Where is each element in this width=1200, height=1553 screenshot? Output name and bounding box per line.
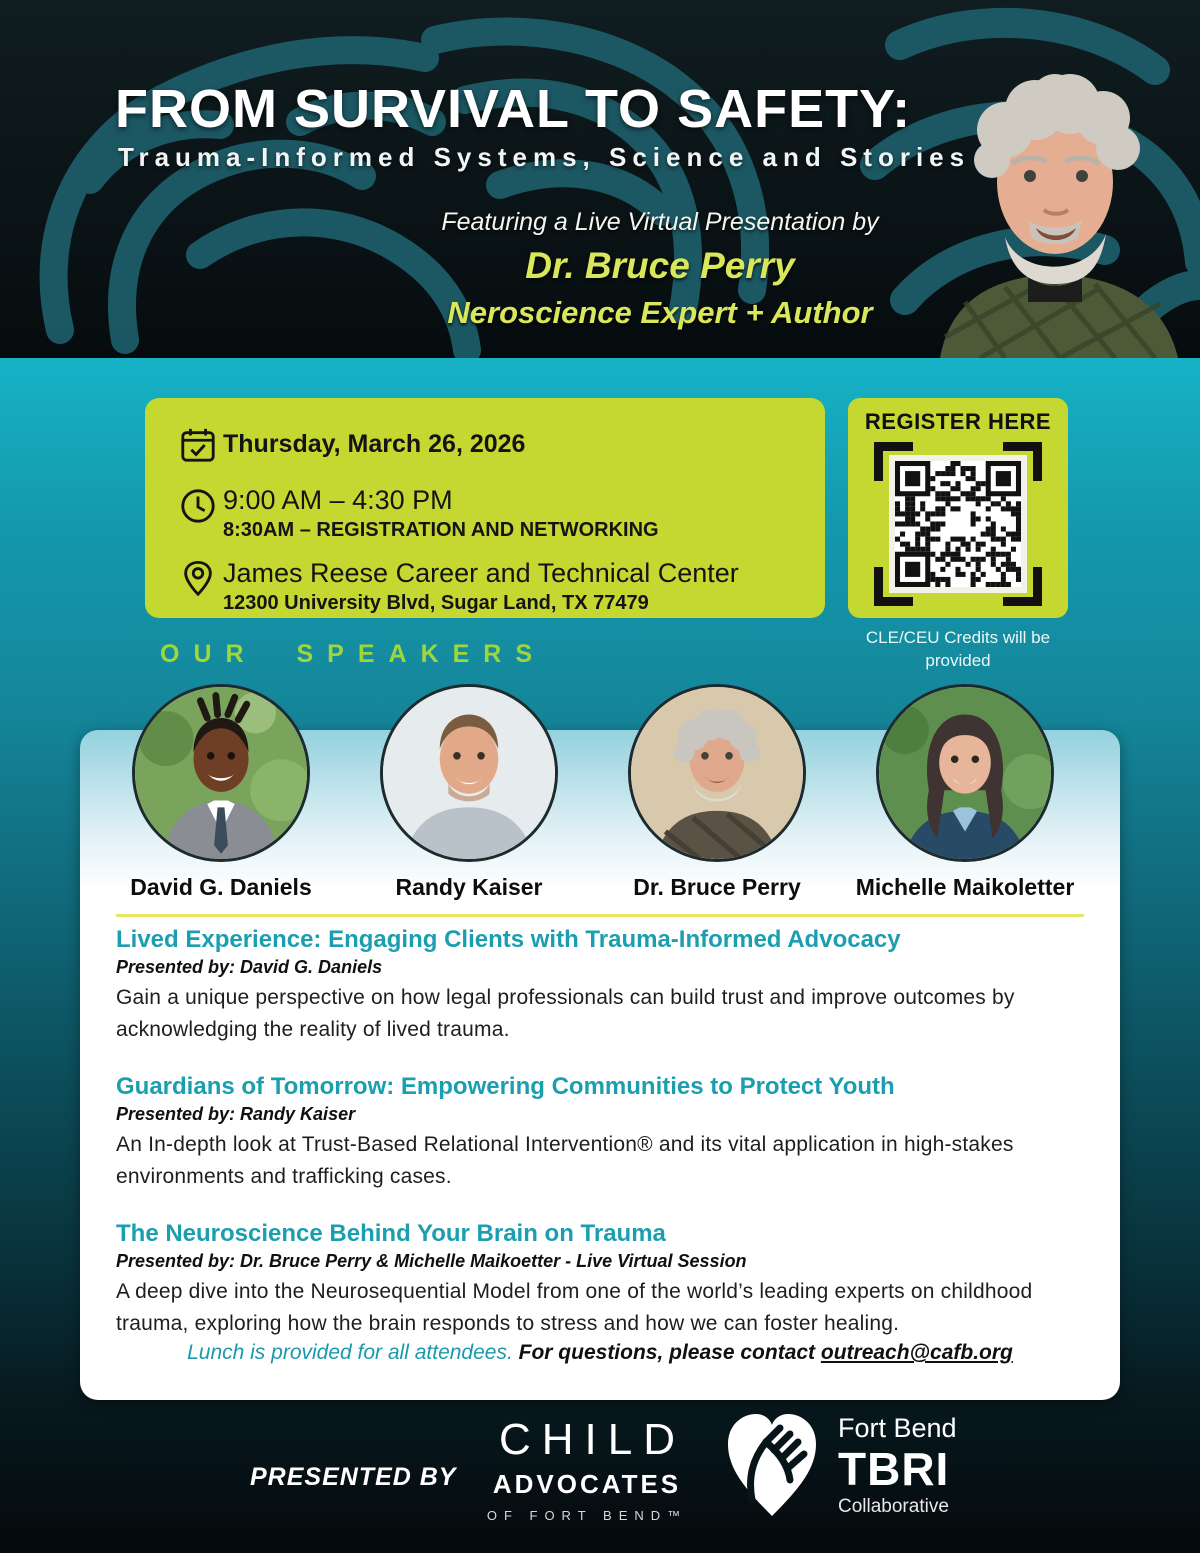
logo-text-fort-bend: Fort Bend [838, 1413, 957, 1443]
featuring-block [390, 208, 930, 331]
event-time: 9:00 AM – 4:30 PM [223, 485, 453, 515]
register-here-label: REGISTER HERE [864, 409, 1052, 434]
event-details-card [145, 398, 825, 618]
questions-note: For questions, please contact [518, 1341, 821, 1364]
registration-time-note: 8:30AM – REGISTRATION AND NETWORKING [223, 519, 659, 541]
tbri-logo-text [838, 1413, 957, 1518]
lunch-and-contact-note [80, 1341, 1120, 1365]
map-pin-icon [179, 560, 223, 603]
heart-hand-icon [722, 1408, 822, 1528]
session-title: Guardians of Tomorrow: Empowering Communities to Protect Youth [116, 1072, 895, 1100]
speaker-photo-randy-kaiser [380, 684, 558, 862]
session-item [116, 1220, 1086, 1340]
lunch-note: Lunch is provided for all attendees. [187, 1341, 519, 1364]
session-presenter: Presented by: Dr. Bruce Perry & Michelle Maikoetter - Live Virtual Session [116, 1250, 747, 1271]
contact-email-link[interactable]: outreach@cafb.org [820, 1341, 1013, 1364]
speaker-name: David G. Daniels [130, 874, 312, 900]
logo-text-advocates: ADVOCATES [492, 1469, 682, 1499]
speaker-name: Randy Kaiser [395, 874, 543, 900]
featuring-label: Featuring a Live Virtual Presentation by [441, 208, 879, 236]
speaker-photo-bruce-perry [628, 684, 806, 862]
date-row [179, 424, 795, 469]
featured-speaker-name: Dr. Bruce Perry [525, 245, 795, 286]
session-title: The Neuroscience Behind Your Brain on Trauma [116, 1219, 666, 1247]
credits-note: CLE/CEU Credits will be provided [865, 628, 1051, 670]
logo-text-child: CHILD [498, 1415, 687, 1464]
session-description: A deep dive into the Neurosequential Model from one of the world’s leading experts on childhood trauma, exploring how the brain responds to stress and how we can foster healing. [116, 1279, 1033, 1335]
speakers-section-heading: OUR SPEAKERS [160, 640, 547, 668]
presented-by-label: PRESENTED BY [250, 1463, 457, 1491]
page-subtitle: Trauma-Informed Systems, Science and Stories [118, 142, 971, 172]
location-row [179, 558, 795, 615]
speaker-photo-michelle-maikoletter [876, 684, 1054, 862]
session-presenter: Presented by: David G. Daniels [116, 957, 383, 977]
sessions-list [116, 926, 1086, 1339]
logo-text-collaborative: Collaborative [838, 1496, 949, 1517]
page-title: FROM SURVIVAL TO SAFETY: [115, 79, 912, 139]
event-venue: James Reese Career and Technical Center [223, 558, 739, 588]
section-divider [116, 914, 1084, 917]
calendar-icon [179, 426, 223, 469]
event-address: 12300 University Blvd, Sugar Land, TX 77479 [223, 592, 649, 614]
session-title: Lived Experience: Engaging Clients with Trauma-Informed Advocacy [116, 926, 901, 953]
qr-code [874, 442, 1042, 606]
logo-text-of-fort-bend: OF FORT BEND™ [486, 1508, 688, 1523]
speaker-photo-david-daniels [132, 684, 310, 862]
session-item [116, 926, 1086, 1046]
register-here-card[interactable] [848, 398, 1068, 618]
logo-text-tbri: TBRI [838, 1443, 950, 1495]
qr-code-pattern [895, 461, 1021, 587]
speaker-name: Michelle Maikoletter [855, 874, 1075, 900]
child-advocates-logo [462, 1415, 712, 1523]
header-banner [0, 0, 1200, 358]
event-date: Thursday, March 26, 2026 [223, 430, 526, 458]
session-description: Gain a unique perspective on how legal professionals can build trust and improve outcomes by acknowledging the reality of lived trauma. [116, 986, 1015, 1041]
clock-icon [179, 487, 223, 530]
featured-speaker-photo [910, 52, 1200, 358]
time-row [179, 485, 795, 542]
featured-speaker-title: Neroscience Expert + Author [447, 295, 873, 330]
speaker-name: Dr. Bruce Perry [633, 874, 801, 900]
session-item [116, 1073, 1086, 1193]
session-presenter: Presented by: Randy Kaiser [116, 1103, 356, 1124]
session-description: An In-depth look at Trust-Based Relational Intervention® and its vital application in high-stakes environments and trafficking cases. [116, 1132, 1014, 1188]
